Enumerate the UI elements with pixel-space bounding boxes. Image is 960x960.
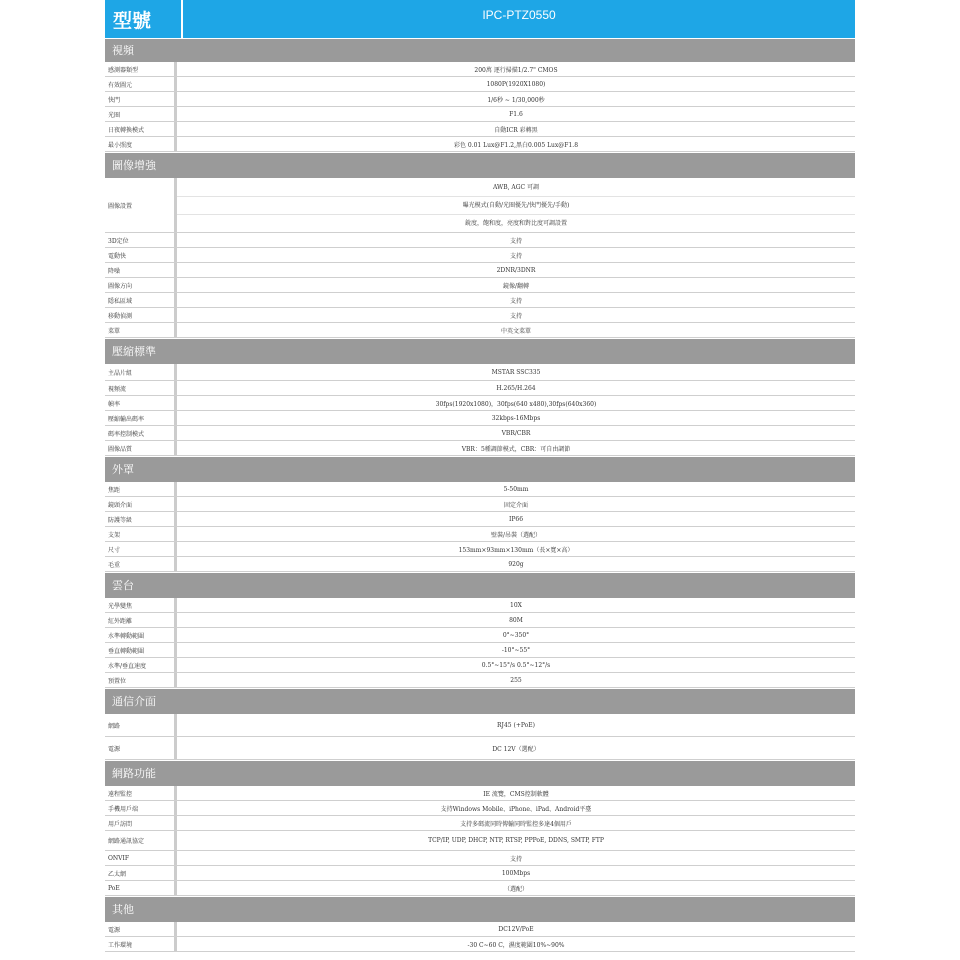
- spec-row: [105, 92, 855, 107]
- spec-key: 3D定位: [105, 233, 177, 247]
- spec-value: DC 12V（選配）: [492, 745, 540, 753]
- spec-row: [105, 658, 855, 673]
- spec-value: 1080P(1920X1080): [486, 80, 546, 88]
- spec-row: [105, 557, 855, 572]
- spec-key: 圖像品質: [105, 441, 177, 455]
- spec-row: [105, 293, 855, 308]
- spec-value: 200萬 逐行掃描1/2.7" CMOS: [474, 66, 558, 74]
- spec-row: [105, 248, 855, 263]
- spec-key: 手機用戶端: [105, 801, 177, 815]
- spec-value: 32kbps-16Mbps: [491, 414, 541, 422]
- spec-value-line: 曝光模式(自動/光圈優先/快門優先/手動): [177, 197, 855, 215]
- spec-value: 支持多碼流同時傳輸同時監控多達4個用戶: [460, 820, 572, 828]
- spec-value: 255: [510, 676, 522, 684]
- spec-value: 自動ICR 彩轉黑: [494, 126, 538, 134]
- spec-row: [105, 411, 855, 426]
- spec-row: [105, 801, 855, 816]
- spec-key: 電源: [105, 737, 177, 759]
- spec-key: 乙太網: [105, 866, 177, 880]
- spec-value: 153mm×93mm×130mm（長×寬×高）: [458, 546, 574, 554]
- spec-row: [105, 308, 855, 323]
- spec-key: 日夜轉換模式: [105, 122, 177, 136]
- spec-row: [105, 441, 855, 456]
- spec-value: 固定介面: [503, 501, 528, 509]
- spec-row: [105, 122, 855, 137]
- spec-key: 焦距: [105, 482, 177, 496]
- spec-row: [105, 137, 855, 152]
- spec-key: 支架: [105, 527, 177, 541]
- spec-value: 10X: [510, 601, 522, 609]
- spec-key: 尺寸: [105, 542, 177, 556]
- spec-sheet: [105, 0, 855, 952]
- model-header: [105, 0, 855, 38]
- spec-value: 中英文菜單: [500, 327, 531, 335]
- spec-key: 電動快: [105, 248, 177, 262]
- spec-key: 網路通訊協定: [105, 831, 177, 850]
- section-title: 雲台: [105, 572, 855, 598]
- section-title: 其他: [105, 896, 855, 922]
- spec-row: [105, 714, 855, 737]
- spec-key: 防護等級: [105, 512, 177, 526]
- spec-row: [105, 323, 855, 338]
- spec-value: 100Mbps: [501, 869, 531, 877]
- spec-row: [105, 643, 855, 658]
- spec-value: 2DNR/3DNR: [496, 266, 536, 274]
- spec-key: 圖像方向: [105, 278, 177, 292]
- spec-value: TCP/IP, UDP, DHCP, NTP, RTSP, PPPoE, DDNS, SMTP, FTP: [428, 837, 604, 844]
- spec-row: [105, 426, 855, 441]
- spec-row: [105, 381, 855, 396]
- spec-key: 電源: [105, 922, 177, 936]
- spec-key: 光圈: [105, 107, 177, 121]
- section-title: 壓縮標準: [105, 338, 855, 364]
- spec-value: [177, 178, 855, 232]
- spec-row: [105, 881, 855, 896]
- spec-row: [105, 851, 855, 866]
- spec-value: 支持Windows Mobile、iPhone、iPad、Android平臺: [440, 805, 592, 813]
- spec-value: 彩色 0.01 Lux@F1.2,黑白0.005 Lux@F1.8: [453, 141, 579, 149]
- section-title: 視頻: [105, 38, 855, 62]
- spec-key: 光學變焦: [105, 598, 177, 612]
- spec-row: [105, 922, 855, 937]
- spec-value: 0.5°~15°/s 0.5°~12°/s: [481, 661, 551, 669]
- spec-row: [105, 786, 855, 801]
- spec-key: 降噪: [105, 263, 177, 277]
- spec-value: 5-50mm: [503, 485, 529, 493]
- spec-key: 工作環境: [105, 937, 177, 951]
- section-title: 網路功能: [105, 760, 855, 786]
- spec-value: 1/6秒 ~ 1/30,000秒: [487, 96, 545, 104]
- spec-key: 圖像設置: [105, 178, 177, 232]
- spec-value: 支持: [509, 237, 522, 245]
- spec-value: MSTAR SSC335: [491, 368, 541, 376]
- spec-row: [105, 364, 855, 381]
- spec-row: [105, 497, 855, 512]
- section-title: 通信介面: [105, 688, 855, 714]
- spec-row: [105, 937, 855, 952]
- spec-row: [105, 107, 855, 122]
- spec-value: 0°~350°: [502, 631, 530, 639]
- spec-key: 幀率: [105, 396, 177, 410]
- spec-value: -30 C~60 C，濕度範圍10%~90%: [467, 941, 565, 949]
- spec-key: 壓縮輸出碼率: [105, 411, 177, 425]
- spec-key: 毛重: [105, 557, 177, 571]
- spec-key: 快門: [105, 92, 177, 106]
- spec-row: [105, 62, 855, 77]
- spec-value: IE 流覽，CMS控制軟體: [483, 790, 549, 798]
- section-title: 外罩: [105, 456, 855, 482]
- spec-value: DC12V/PoE: [498, 925, 534, 933]
- spec-row: [105, 673, 855, 688]
- spec-key: 預置位: [105, 673, 177, 687]
- spec-value: IP66: [508, 515, 524, 523]
- spec-value-line: AWB, AGC 可調: [177, 179, 855, 197]
- spec-key: 遠程監控: [105, 786, 177, 800]
- spec-row: [105, 233, 855, 248]
- spec-key: 最小照度: [105, 137, 177, 151]
- spec-sections: [105, 38, 855, 952]
- spec-row: [105, 542, 855, 557]
- spec-key: PoE: [105, 881, 177, 895]
- spec-key: 移動偵測: [105, 308, 177, 322]
- spec-row: [105, 278, 855, 293]
- spec-row: [105, 77, 855, 92]
- spec-value: 80M: [509, 616, 523, 624]
- spec-row: [105, 396, 855, 411]
- spec-key: 水準轉動範圍: [105, 628, 177, 642]
- spec-key: 感測器類型: [105, 62, 177, 76]
- spec-row: [105, 816, 855, 831]
- spec-row: [105, 598, 855, 613]
- spec-key: 網路: [105, 714, 177, 736]
- section-title: 圖像增強: [105, 152, 855, 178]
- spec-key: 垂直轉動範圍: [105, 643, 177, 657]
- spec-value: 壁裝/吊裝（選配）: [490, 531, 542, 539]
- spec-value: VBR：5種調節模式，CBR：可自由調節: [461, 445, 571, 453]
- spec-value: 支持: [509, 297, 522, 305]
- spec-key: 菜單: [105, 323, 177, 337]
- spec-key: 有效圖元: [105, 77, 177, 91]
- spec-row: [105, 263, 855, 278]
- spec-row: [105, 178, 855, 233]
- spec-value-line: 銳度，飽和度，亮度和對比度可調設置: [464, 219, 567, 227]
- spec-key: 水準/垂直速度: [105, 658, 177, 672]
- spec-row: [105, 831, 855, 851]
- spec-value: 30fps(1920x1080)，30fps(640 x480),30fps(640x360): [435, 400, 597, 408]
- spec-value: VBR/CBR: [501, 429, 531, 437]
- spec-row: [105, 527, 855, 542]
- spec-row: [105, 628, 855, 643]
- spec-key: 主晶片組: [105, 364, 177, 380]
- spec-value: 支持: [509, 312, 522, 320]
- spec-value: -10°~55°: [501, 646, 531, 654]
- spec-key: 紅外距離: [105, 613, 177, 627]
- spec-key: ONVIF: [105, 851, 177, 865]
- spec-value: 鏡像/翻轉: [502, 282, 530, 290]
- spec-row: [105, 866, 855, 881]
- spec-key: 隱私區域: [105, 293, 177, 307]
- spec-row: [105, 737, 855, 760]
- spec-row: [105, 482, 855, 497]
- spec-value: （選配）: [503, 885, 528, 893]
- spec-key: 鏡頭介面: [105, 497, 177, 511]
- model-name: IPC-PTZ0550: [482, 8, 556, 22]
- spec-value: 支持: [509, 855, 522, 863]
- spec-value: 920g: [508, 560, 524, 568]
- spec-value: 支持: [509, 252, 522, 260]
- spec-row: [105, 613, 855, 628]
- spec-row: [105, 512, 855, 527]
- spec-key: 視頻流: [105, 381, 177, 395]
- model-label: 型號: [105, 0, 183, 38]
- spec-value: RJ45 (+PoE): [497, 721, 535, 729]
- spec-value: H.265/H.264: [496, 384, 536, 392]
- spec-key: 碼率控制模式: [105, 426, 177, 440]
- spec-key: 用戶訪問: [105, 816, 177, 830]
- spec-value: F1.6: [509, 110, 523, 118]
